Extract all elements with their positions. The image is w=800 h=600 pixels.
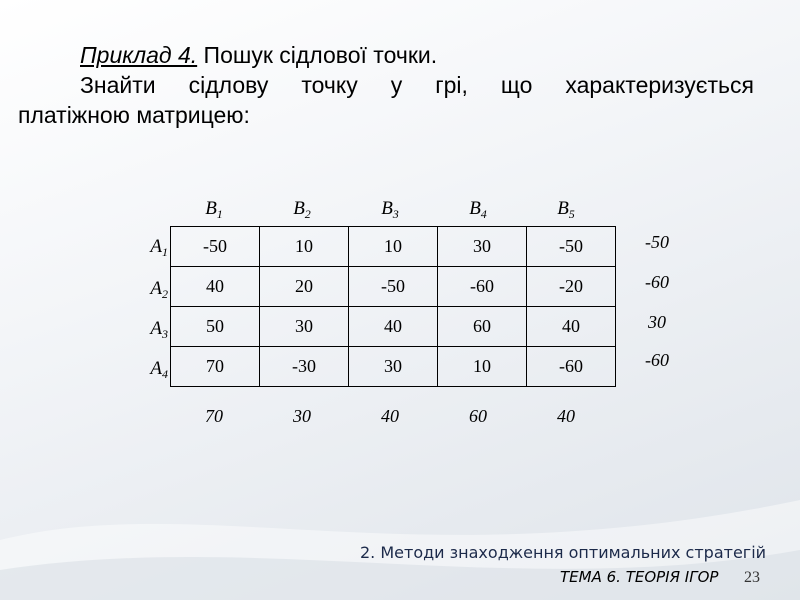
row-min-a3: 30 [648, 312, 666, 332]
col-max-b3: 40 [381, 406, 399, 426]
example-title: Пошук сідлової точки. [197, 42, 438, 68]
column-header-b2: $B_2$ [293, 198, 311, 221]
problem-statement [18, 40, 754, 130]
matrix-cell: -60 [527, 347, 616, 387]
col-max-b4: 60 [469, 406, 487, 426]
matrix-cell: -30 [260, 347, 349, 387]
matrix-cell: 40 [349, 307, 438, 347]
col-max-b2: 30 [293, 406, 311, 426]
row-header-a3: $A_3$ [150, 318, 168, 341]
matrix-cell: 70 [171, 347, 260, 387]
matrix-cell: 20 [260, 267, 349, 307]
matrix-row-a2 [171, 267, 616, 307]
col-max-b1: 70 [205, 406, 223, 426]
example-heading [18, 40, 754, 70]
row-min-a4: -60 [645, 350, 669, 370]
column-header-b3: $B_3$ [381, 198, 399, 221]
matrix-cell: 60 [438, 307, 527, 347]
example-label: Приклад 4. [80, 42, 198, 68]
row-header-a4: $A_4$ [150, 358, 168, 381]
matrix-cell: 50 [171, 307, 260, 347]
row-header-a1: $A_1$ [150, 236, 168, 259]
task-text-line-1: Знайти сідлову точку у грі, що характеризується [80, 72, 754, 98]
matrix-cell: 10 [438, 347, 527, 387]
matrix-cell: 30 [349, 347, 438, 387]
column-header-b5: $B_5$ [557, 198, 575, 221]
page-number: 23 [744, 569, 760, 586]
matrix-cell: 30 [260, 307, 349, 347]
matrix-cell: -60 [438, 267, 527, 307]
col-max-b5: 40 [557, 406, 575, 426]
column-header-b4: $B_4$ [469, 198, 487, 221]
payoff-matrix [170, 226, 616, 387]
task-text-line-2: платіжною матрицею: [18, 102, 250, 128]
topic-title: ТЕМА 6. ТЕОРІЯ ІГОР [560, 568, 719, 586]
column-header-b1: $B_1$ [205, 198, 223, 221]
matrix-cell: -50 [527, 227, 616, 267]
matrix-cell: 40 [171, 267, 260, 307]
matrix-cell: -50 [171, 227, 260, 267]
row-min-a2: -60 [645, 272, 669, 292]
row-header-a2: $A_2$ [150, 278, 168, 301]
matrix-row-a3 [171, 307, 616, 347]
matrix-cell: -50 [349, 267, 438, 307]
matrix-row-a1 [171, 227, 616, 267]
matrix-cell: 10 [260, 227, 349, 267]
matrix-row-a4 [171, 347, 616, 387]
row-min-a1: -50 [645, 232, 669, 252]
matrix-cell: 30 [438, 227, 527, 267]
matrix-cell: 10 [349, 227, 438, 267]
matrix-cell: -20 [527, 267, 616, 307]
matrix-cell: 40 [527, 307, 616, 347]
section-subtitle: 2. Методи знаходження оптимальних стратегій [360, 543, 767, 562]
